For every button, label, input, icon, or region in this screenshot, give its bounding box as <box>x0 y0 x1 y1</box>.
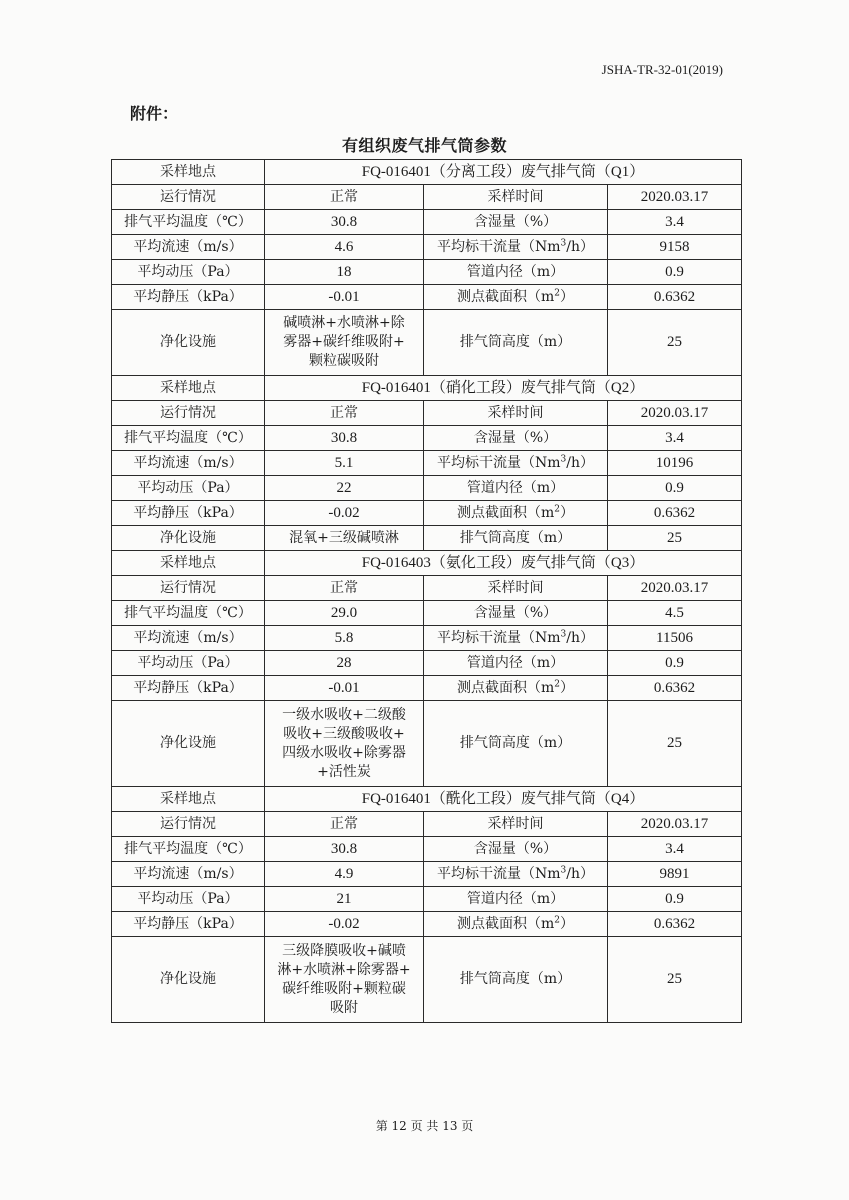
static-pressure-label: 平均静压（kPa） <box>112 285 265 310</box>
static-pressure-row <box>112 501 742 526</box>
flow-label-text: 平均标干流量（Nm <box>437 629 561 646</box>
static-pressure-label: 平均静压（kPa） <box>112 501 265 526</box>
velocity-value: 4.9 <box>265 862 424 887</box>
temperature-row <box>112 210 742 235</box>
area-label-text: 测点截面积（m <box>456 504 555 521</box>
site-value: FQ-016401（硝化工段）废气排气筒（Q2） <box>265 376 742 401</box>
dynamic-pressure-label: 平均动压（Pa） <box>112 651 265 676</box>
dynamic-pressure-value: 21 <box>265 887 424 912</box>
static-pressure-value: -0.02 <box>265 912 424 937</box>
dynamic-pressure-value: 22 <box>265 476 424 501</box>
flow-label-unit: /h） <box>566 238 594 255</box>
status-value: 正常 <box>265 185 424 210</box>
site-label: 采样地点 <box>112 551 265 576</box>
temperature-label: 排气平均温度（℃） <box>112 426 265 451</box>
site-value: FQ-016403（氨化工段）废气排气筒（Q3） <box>265 551 742 576</box>
area-value: 0.6362 <box>608 912 742 937</box>
area-label-unit: ） <box>560 679 574 696</box>
status-label: 运行情况 <box>112 185 265 210</box>
sampling-time-value: 2020.03.17 <box>608 812 742 837</box>
site-row <box>112 551 742 576</box>
purification-value: 一级水吸收+二级酸 吸收+三级酸吸收+ 四级水吸收+除雾器 +活性炭 <box>265 701 424 787</box>
humidity-label: 含湿量（%） <box>424 837 608 862</box>
static-pressure-row <box>112 285 742 310</box>
dynamic-pressure-label: 平均动压（Pa） <box>112 476 265 501</box>
dynamic-pressure-value: 18 <box>265 260 424 285</box>
velocity-value: 4.6 <box>265 235 424 260</box>
area-label-unit: ） <box>560 915 574 932</box>
area-label-exponent: 2 <box>554 287 560 298</box>
static-pressure-value: -0.02 <box>265 501 424 526</box>
sampling-time-label: 采样时间 <box>424 401 608 426</box>
temperature-value: 29.0 <box>265 601 424 626</box>
stack-height-value: 25 <box>608 310 742 376</box>
stack-height-value: 25 <box>608 701 742 787</box>
temperature-value: 30.8 <box>265 210 424 235</box>
area-label <box>424 285 608 310</box>
velocity-value: 5.8 <box>265 626 424 651</box>
sampling-time-label: 采样时间 <box>424 185 608 210</box>
flow-value: 9158 <box>608 235 742 260</box>
document-id: JSHA-TR-32-01(2019) <box>601 62 723 77</box>
humidity-label: 含湿量（%） <box>424 601 608 626</box>
flow-label-exponent: 3 <box>560 237 567 248</box>
page-number: 第 12 页 共 13 页 <box>375 1119 474 1133</box>
site-label: 采样地点 <box>112 160 265 185</box>
site-value: FQ-016401（分离工段）废气排气筒（Q1） <box>265 160 742 185</box>
flow-label-text: 平均标干流量（Nm <box>437 865 561 882</box>
temperature-label: 排气平均温度（℃） <box>112 837 265 862</box>
area-value: 0.6362 <box>608 676 742 701</box>
flow-value: 9891 <box>608 862 742 887</box>
area-label-text: 测点截面积（m <box>456 915 555 932</box>
dynamic-pressure-row <box>112 651 742 676</box>
humidity-label: 含湿量（%） <box>424 210 608 235</box>
site-label: 采样地点 <box>112 376 265 401</box>
stack-height-label: 排气筒高度（m） <box>424 310 608 376</box>
purification-row <box>112 701 742 787</box>
attachment-label: 附件： <box>130 104 179 123</box>
area-value: 0.6362 <box>608 501 742 526</box>
duct-diameter-value: 0.9 <box>608 476 742 501</box>
flow-label-unit: /h） <box>566 629 594 646</box>
site-label: 采样地点 <box>112 787 265 812</box>
stack-height-label: 排气筒高度（m） <box>424 526 608 551</box>
flow-label <box>424 235 608 260</box>
flow-label-text: 平均标干流量（Nm <box>437 454 561 471</box>
temperature-row <box>112 426 742 451</box>
sampling-time-value: 2020.03.17 <box>608 401 742 426</box>
exhaust-stack-parameters-table <box>111 159 742 1023</box>
purification-row <box>112 310 742 376</box>
flow-label-unit: /h） <box>566 454 594 471</box>
flow-label <box>424 862 608 887</box>
velocity-row <box>112 235 742 260</box>
static-pressure-value: -0.01 <box>265 676 424 701</box>
velocity-label: 平均流速（m/s） <box>112 626 265 651</box>
site-row <box>112 160 742 185</box>
static-pressure-label: 平均静压（kPa） <box>112 912 265 937</box>
area-label-text: 测点截面积（m <box>456 679 555 696</box>
site-row <box>112 376 742 401</box>
temperature-row <box>112 837 742 862</box>
velocity-row <box>112 626 742 651</box>
flow-label-exponent: 3 <box>560 628 567 639</box>
temperature-value: 30.8 <box>265 426 424 451</box>
purification-row <box>112 526 742 551</box>
status-label: 运行情况 <box>112 401 265 426</box>
purification-label: 净化设施 <box>112 937 265 1023</box>
area-label-exponent: 2 <box>554 914 560 925</box>
static-pressure-row <box>112 912 742 937</box>
status-label: 运行情况 <box>112 576 265 601</box>
dynamic-pressure-label: 平均动压（Pa） <box>112 260 265 285</box>
velocity-row <box>112 451 742 476</box>
humidity-label: 含湿量（%） <box>424 426 608 451</box>
sampling-time-value: 2020.03.17 <box>608 576 742 601</box>
flow-label <box>424 451 608 476</box>
velocity-label: 平均流速（m/s） <box>112 451 265 476</box>
static-pressure-label: 平均静压（kPa） <box>112 676 265 701</box>
humidity-value: 3.4 <box>608 426 742 451</box>
humidity-value: 3.4 <box>608 210 742 235</box>
flow-label-exponent: 3 <box>560 864 567 875</box>
area-label <box>424 676 608 701</box>
site-value: FQ-016401（酰化工段）废气排气筒（Q4） <box>265 787 742 812</box>
duct-diameter-value: 0.9 <box>608 887 742 912</box>
sampling-time-label: 采样时间 <box>424 812 608 837</box>
area-label <box>424 912 608 937</box>
temperature-label: 排气平均温度（℃） <box>112 601 265 626</box>
duct-diameter-label: 管道内径（m） <box>424 476 608 501</box>
flow-value: 11506 <box>608 626 742 651</box>
flow-value: 10196 <box>608 451 742 476</box>
dynamic-pressure-label: 平均动压（Pa） <box>112 887 265 912</box>
status-row <box>112 401 742 426</box>
static-pressure-value: -0.01 <box>265 285 424 310</box>
temperature-label: 排气平均温度（℃） <box>112 210 265 235</box>
velocity-label: 平均流速（m/s） <box>112 235 265 260</box>
stack-height-value: 25 <box>608 937 742 1023</box>
flow-label <box>424 626 608 651</box>
area-value: 0.6362 <box>608 285 742 310</box>
status-row <box>112 576 742 601</box>
area-label-text: 测点截面积（m <box>456 288 555 305</box>
status-label: 运行情况 <box>112 812 265 837</box>
sampling-time-value: 2020.03.17 <box>608 185 742 210</box>
humidity-value: 4.5 <box>608 601 742 626</box>
sampling-time-label: 采样时间 <box>424 576 608 601</box>
purification-value: 碱喷淋+水喷淋+除 雾器+碳纤维吸附+ 颗粒碳吸附 <box>265 310 424 376</box>
temperature-row <box>112 601 742 626</box>
purification-value: 混氧+三级碱喷淋 <box>265 526 424 551</box>
purification-label: 净化设施 <box>112 310 265 376</box>
humidity-value: 3.4 <box>608 837 742 862</box>
purification-label: 净化设施 <box>112 701 265 787</box>
velocity-row <box>112 862 742 887</box>
area-label <box>424 501 608 526</box>
static-pressure-row <box>112 676 742 701</box>
status-value: 正常 <box>265 401 424 426</box>
area-label-unit: ） <box>560 288 574 305</box>
duct-diameter-label: 管道内径（m） <box>424 651 608 676</box>
velocity-label: 平均流速（m/s） <box>112 862 265 887</box>
purification-label: 净化设施 <box>112 526 265 551</box>
stack-height-label: 排气筒高度（m） <box>424 701 608 787</box>
table-title: 有组织废气排气筒参数 <box>341 136 507 155</box>
area-label-unit: ） <box>560 504 574 521</box>
area-label-exponent: 2 <box>554 678 560 689</box>
status-row <box>112 185 742 210</box>
temperature-value: 30.8 <box>265 837 424 862</box>
status-value: 正常 <box>265 576 424 601</box>
status-row <box>112 812 742 837</box>
flow-label-unit: /h） <box>566 865 594 882</box>
purification-value: 三级降膜吸收+碱喷 淋+水喷淋+除雾器+ 碳纤维吸附+颗粒碳 吸附 <box>265 937 424 1023</box>
dynamic-pressure-value: 28 <box>265 651 424 676</box>
duct-diameter-value: 0.9 <box>608 260 742 285</box>
area-label-exponent: 2 <box>554 503 560 514</box>
purification-row <box>112 937 742 1023</box>
site-row <box>112 787 742 812</box>
flow-label-exponent: 3 <box>560 453 567 464</box>
velocity-value: 5.1 <box>265 451 424 476</box>
duct-diameter-value: 0.9 <box>608 651 742 676</box>
flow-label-text: 平均标干流量（Nm <box>437 238 561 255</box>
duct-diameter-label: 管道内径（m） <box>424 260 608 285</box>
dynamic-pressure-row <box>112 887 742 912</box>
stack-height-value: 25 <box>608 526 742 551</box>
status-value: 正常 <box>265 812 424 837</box>
dynamic-pressure-row <box>112 260 742 285</box>
dynamic-pressure-row <box>112 476 742 501</box>
stack-height-label: 排气筒高度（m） <box>424 937 608 1023</box>
duct-diameter-label: 管道内径（m） <box>424 887 608 912</box>
